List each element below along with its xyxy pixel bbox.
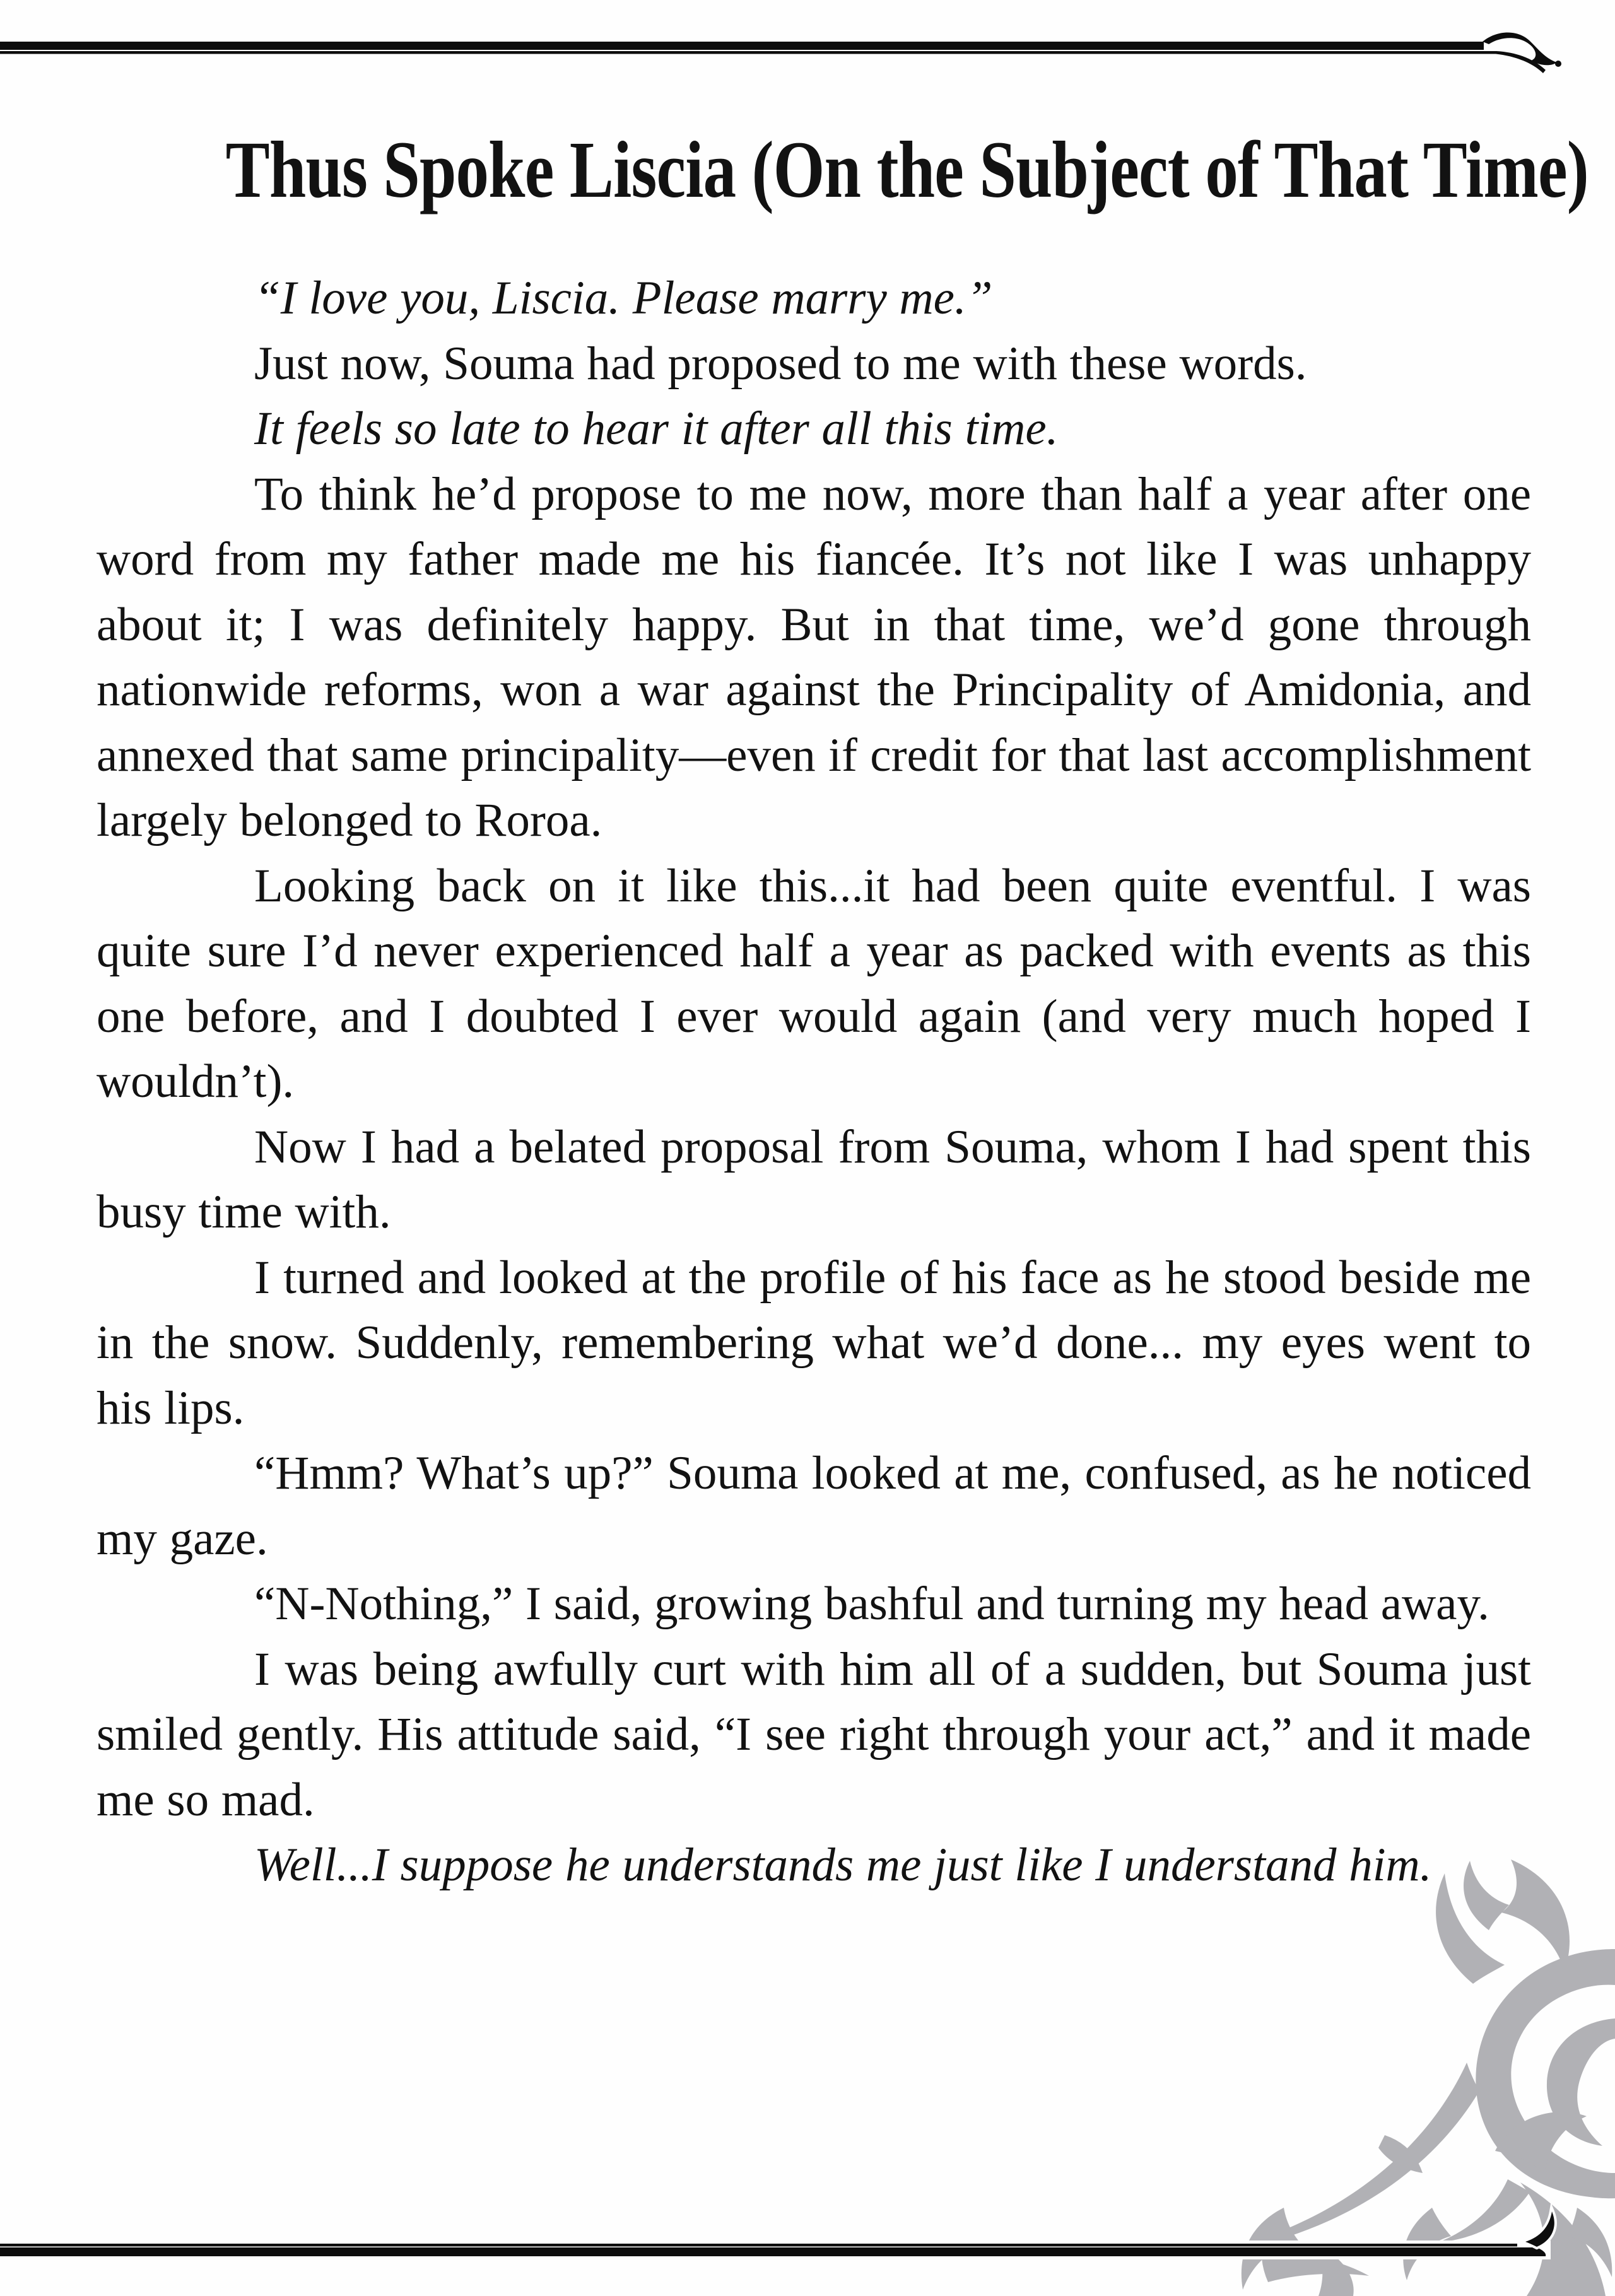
body-paragraph: “N-Nothing,” I said, growing bashful and turning my head away.	[254, 1578, 1489, 1630]
body-paragraph: “Hmm? What’s up?” Souma looked at me, confused, as he noticed my gaze.	[97, 1447, 1531, 1565]
body-paragraph: I turned and looked at the profile of his face as he stood beside me in the snow. Suddenly, remembering what we’d done... my eyes went to his lips.	[97, 1251, 1531, 1434]
bottom-border-rule	[0, 2201, 1615, 2296]
body-paragraph: I was being awfully curt with him all of a sudden, but Souma just smiled gently. His attitude said, “I see right through your act,” and it made me so mad.	[97, 1643, 1531, 1826]
body-paragraph: It feels so late to hear it after all this time.	[254, 402, 1059, 455]
body-paragraph: To think he’d propose to me now, more than half a year after one word from my father made me his fiancée. It’s not like I was unhappy about it; I was definitely happy. But in that time, we’d gone through nationwide reforms, won a war against the Principality of Amidonia, and annexed that same principality—even if credit for that last accomplishment largely belonged to Roroa.	[97, 467, 1531, 846]
body-paragraph: Now I had a belated proposal from Souma, whom I had spent this busy time with.	[97, 1120, 1531, 1238]
body-paragraph: Looking back on it like this...it had been quite eventful. I was quite sure I’d never experienced half a year as packed with events as this one before, and I doubted I ever would again (and very much hoped I wouldn’t).	[97, 859, 1531, 1108]
body-paragraph: “I love you, Liscia. Please marry me.”	[254, 272, 993, 324]
chapter-title: Thus Spoke Liscia (On the Subject of That Time)	[225, 125, 1589, 214]
body-paragraph: Just now, Souma had proposed to me with these words.	[254, 337, 1307, 390]
body-paragraph: Well...I suppose he understands me just like I understand him.	[254, 1839, 1432, 1891]
chapter-text	[97, 0, 1589, 1898]
